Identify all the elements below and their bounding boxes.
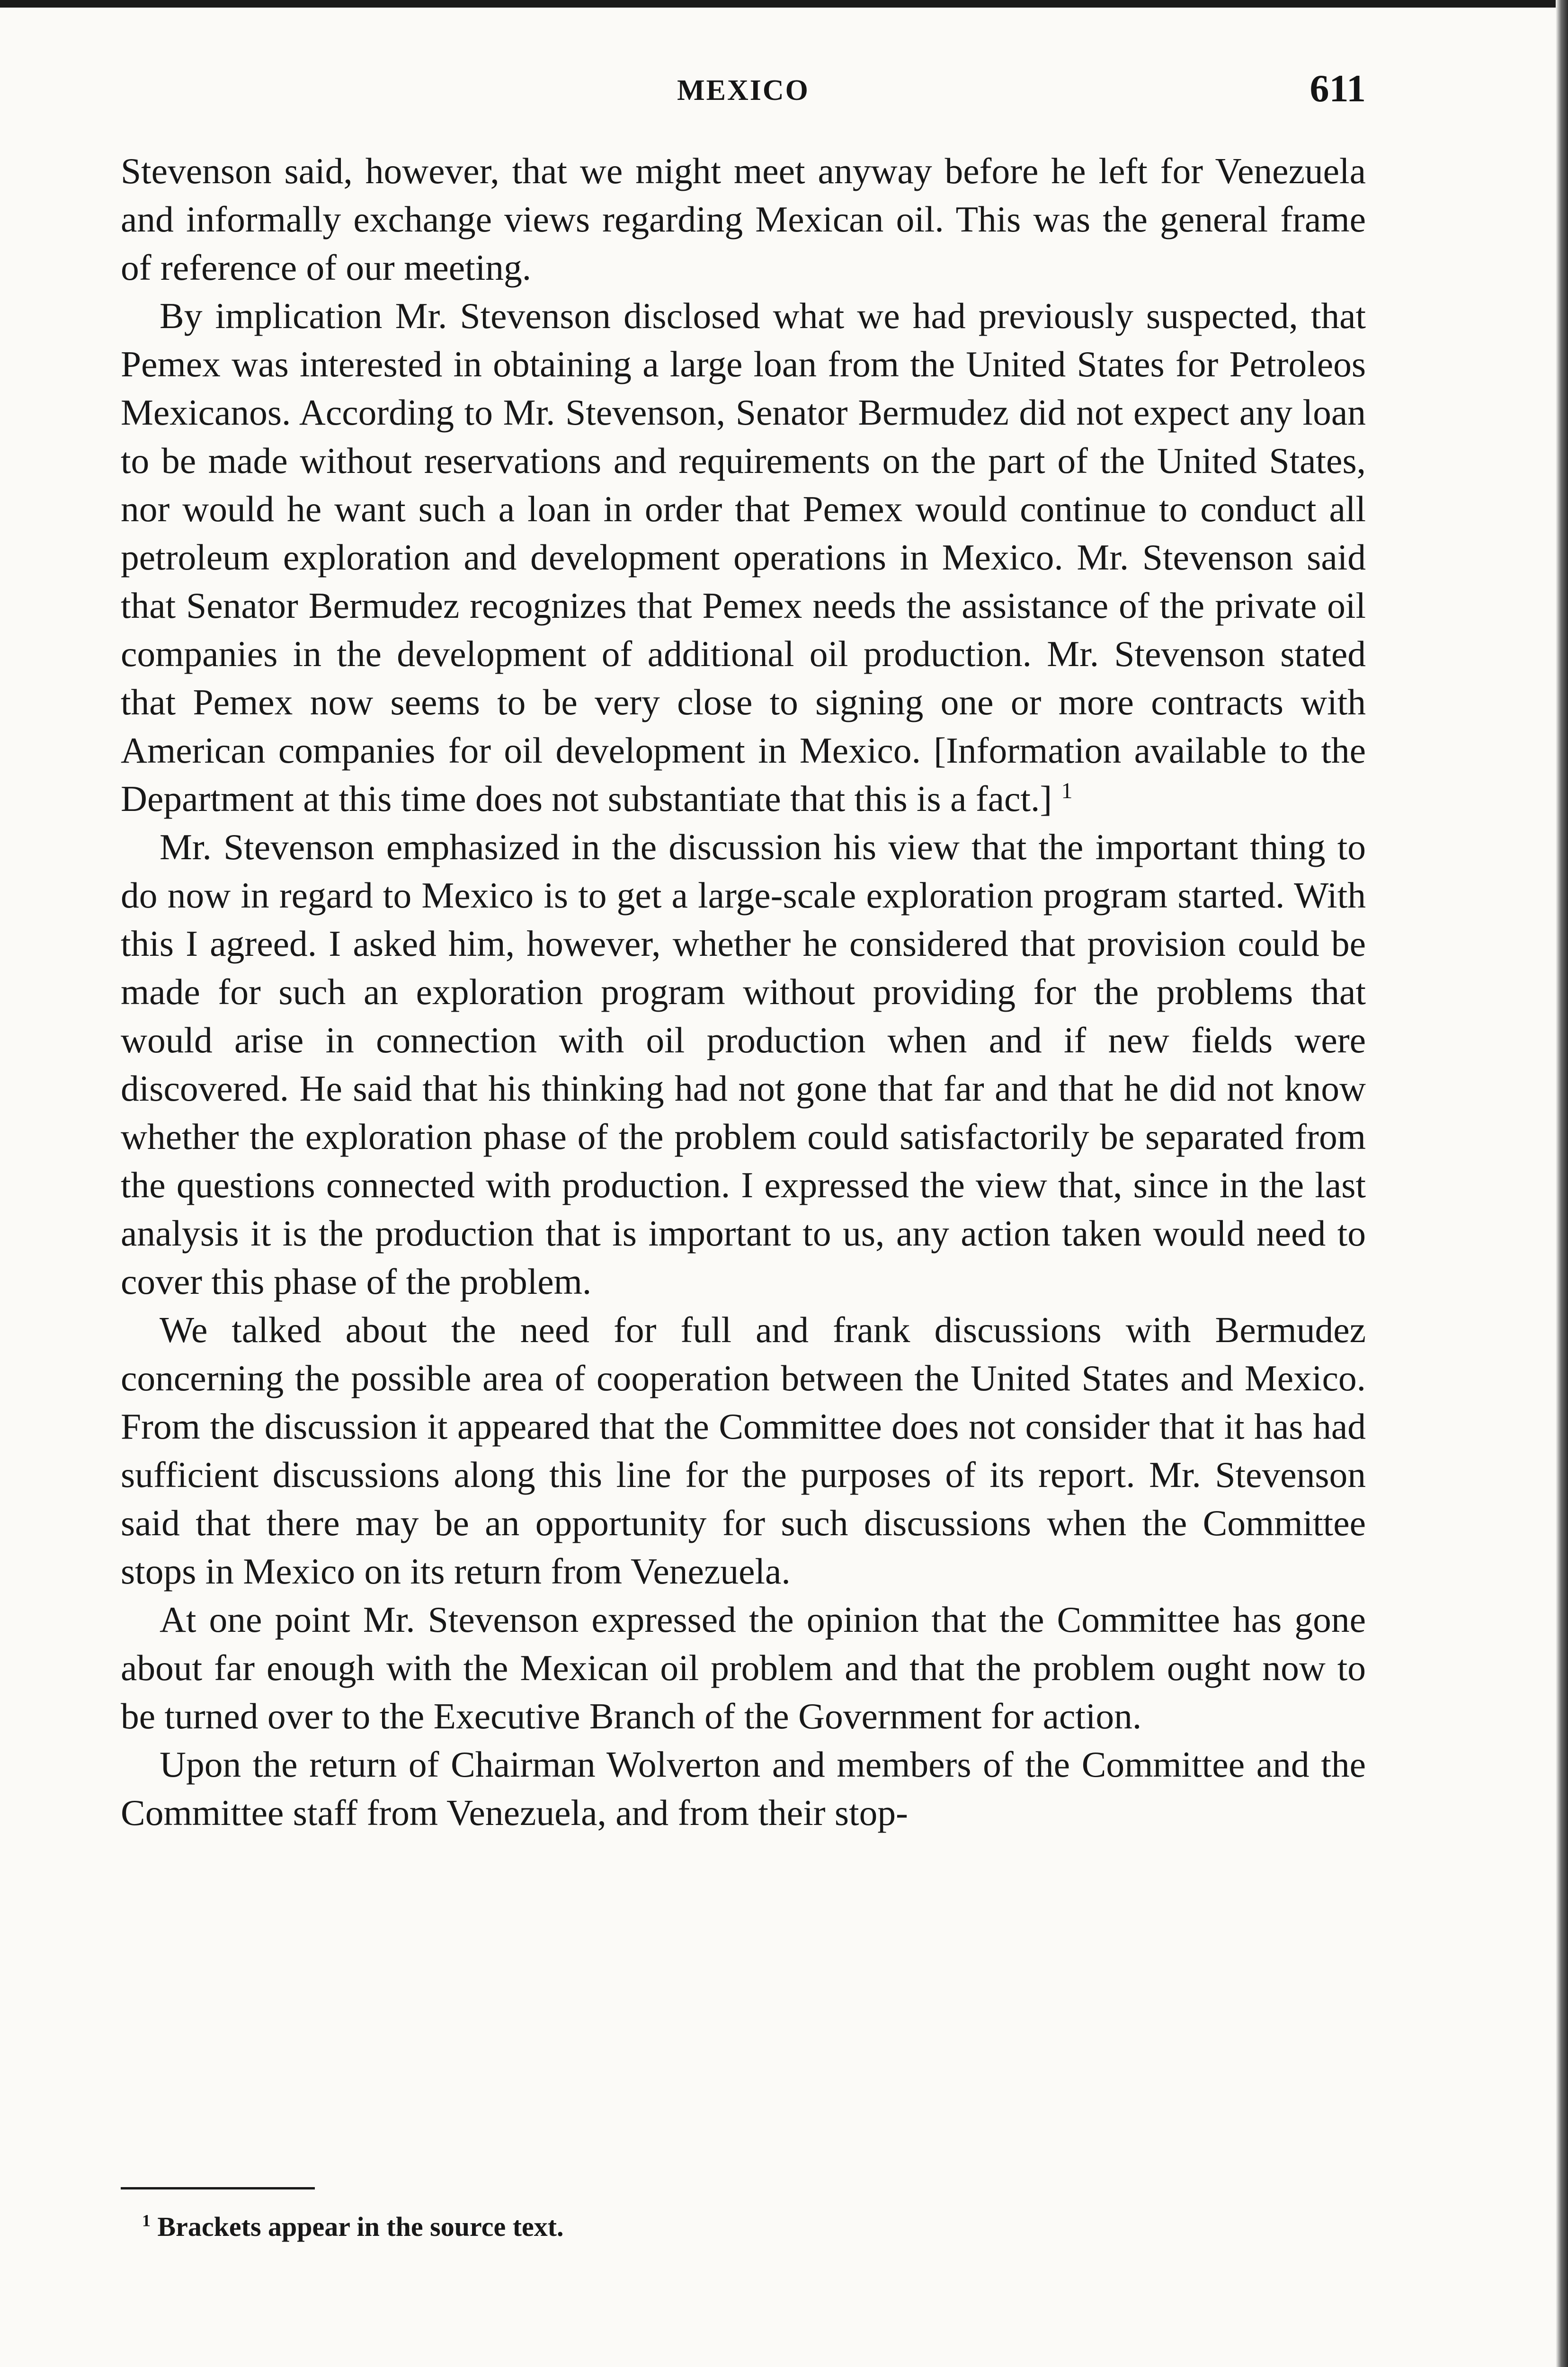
paragraph-executive-branch: At one point Mr. Stevenson expressed the opinion that the Committee has gone about far enough with the Mexican oil problem and that the problem ought now to be turned over to the Executive Branch of the Government for action. [121, 1599, 1366, 1736]
paragraph-cooperation-discussions: We talked about the need for full and frank discussions with Bermudez concerning the possible area of cooperation between the United States and Mexico. From the discussion it appeared that the Committee does not consider that it has had sufficient discussions along this line for the purposes of its report. Mr. Stevenson said that there may be an opportunity for such discussions when the Committee stops in Mexico on its return from Venezuela. [121, 1309, 1366, 1592]
paragraph-loan-discussion-text: By implication Mr. Stevenson disclosed what we had previously suspected, that Pemex was interested in obtaining a large loan from the United States for Petroleos Mexicanos. According to Mr. Stevenson, Senator Bermudez did not expect any loan to be made without reservations and requirements on the part of the United States, nor would he want such a loan in order that Pemex would continue to conduct all petroleum exploration and development operations in Mexico. Mr. Stevenson said that Senator Bermudez recognizes that Pemex needs the assistance of the private oil companies in the development of additional oil production. Mr. Stevenson stated that Pemex now seems to be very close to signing one or more contracts with American companies for oil development in Mexico. [Information available to the Department at this time does not substantiate that this is a fact.] [121, 295, 1366, 819]
page-header [121, 66, 1366, 118]
paragraph-continuation: Stevenson said, however, that we might meet anyway before he left for Venezuela and informally exchange views regarding Mexican oil. This was the general frame of reference of our meeting. [121, 151, 1366, 288]
footnote-rule [121, 2187, 315, 2189]
footnote-reference: 1 [1061, 778, 1073, 804]
paragraph-loan-discussion [121, 292, 1366, 823]
page-binding-edge [1556, 0, 1568, 2367]
paragraph-committee-return: Upon the return of Chairman Wolverton and members of the Committee and the Committee staff from Venezuela, and from their stop- [121, 1744, 1366, 1833]
top-edge-rule [0, 0, 1568, 8]
running-head: MEXICO [677, 74, 810, 107]
footnote-marker: 1 [142, 2211, 151, 2230]
footnote-text: Brackets appear in the source text. [157, 2211, 564, 2242]
page-number: 611 [1310, 67, 1366, 110]
footnote [142, 2210, 1363, 2244]
paragraph-exploration-program: Mr. Stevenson emphasized in the discussion his view that the important thing to do now in regard to Mexico is to get a large-scale exploration program started. With this I agreed. I asked him, however, whether he considered that provision could be made for such an exploration program without providing for the problems that would arise in connection with oil production when and if new fields were discovered. He said that his thinking had not gone that far and that he did not know whether the exploration phase of the problem could satisfactorily be separated from the questions connected with production. I expressed the view that, since in the last analysis it is the production that is important to us, any action taken would need to cover this phase of the problem. [121, 827, 1366, 1302]
body-text [121, 147, 1366, 1837]
